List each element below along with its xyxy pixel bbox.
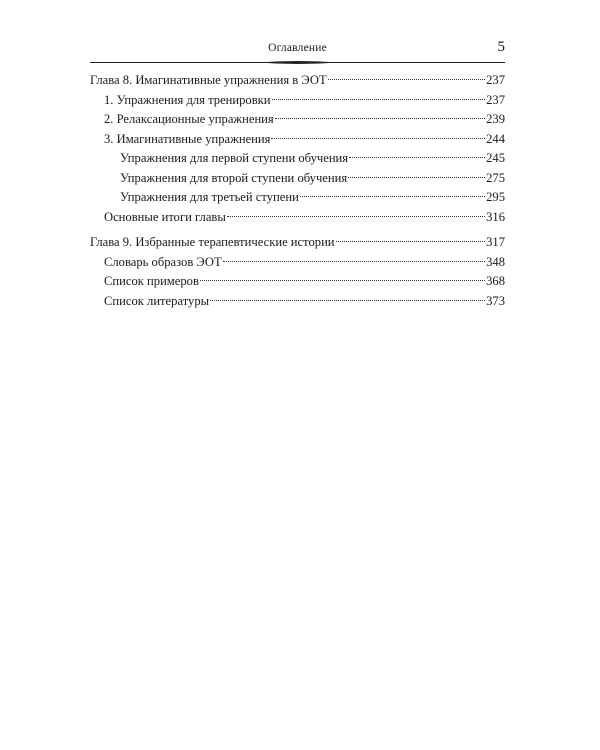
page-header [90, 38, 505, 62]
toc-entry-title: 3. Имагинативные упражнения [104, 131, 271, 146]
toc-entry-title: Упражнения для второй ступени обучения [120, 170, 348, 185]
toc-entry-chapter-8[interactable] [90, 71, 505, 91]
dot-leader [210, 300, 485, 301]
toc-entry-subsection[interactable] [90, 188, 505, 208]
toc-entry-page: 368 [486, 274, 505, 288]
dot-leader [328, 79, 485, 80]
dot-leader [275, 118, 485, 119]
toc-entry-title: Словарь образов ЭОТ [104, 254, 222, 269]
dot-leader [227, 216, 485, 217]
dot-leader [300, 196, 485, 197]
toc-entry-section[interactable] [90, 208, 505, 228]
toc-entry-page: 316 [486, 209, 505, 224]
toc-entry-page: 317 [486, 235, 505, 249]
toc-entry-title: Упражнения для первой ступени обучения [120, 151, 349, 165]
page-number: 5 [497, 39, 505, 55]
toc-entry-page: 348 [486, 254, 505, 269]
toc-entry-chapter-9[interactable] [90, 233, 505, 253]
toc-entry-title: Список примеров [104, 274, 199, 288]
dot-leader [272, 99, 486, 100]
toc-entry-page: 237 [486, 92, 505, 107]
dot-leader [336, 241, 486, 242]
table-of-contents [90, 71, 505, 311]
toc-entry-page: 275 [486, 170, 505, 185]
header-rule [90, 62, 505, 63]
toc-entry-section[interactable] [90, 292, 505, 312]
toc-entry-subsection[interactable] [90, 169, 505, 189]
toc-entry-title: 2. Релаксационные упражнения [104, 112, 274, 126]
toc-entry-title: Глава 8. Имагинативные упражнения в ЭОТ [90, 73, 327, 87]
toc-entry-page: 239 [486, 112, 505, 126]
toc-entry-section[interactable] [90, 110, 505, 130]
toc-entry-page: 244 [486, 131, 505, 146]
toc-entry-title: Основные итоги главы [104, 209, 226, 224]
toc-entry-page: 295 [486, 190, 505, 204]
toc-entry-subsection[interactable] [90, 149, 505, 169]
toc-entry-page: 237 [486, 73, 505, 87]
toc-entry-section[interactable] [90, 253, 505, 273]
toc-entry-title: Список литературы [104, 293, 210, 308]
dot-leader [349, 157, 485, 158]
toc-entry-page: 373 [486, 293, 505, 308]
toc-entry-page: 245 [486, 151, 505, 165]
toc-entry-title: Глава 9. Избранные терапевтические истории [90, 235, 335, 249]
dot-leader [223, 261, 485, 262]
dot-leader [348, 177, 485, 178]
rule-ornament-icon [258, 60, 338, 65]
running-title: Оглавление [268, 42, 327, 54]
toc-entry-section[interactable] [90, 272, 505, 292]
toc-entry-section[interactable] [90, 91, 505, 111]
dot-leader [200, 280, 485, 281]
toc-entry-title: Упражнения для третьей ступени [120, 190, 299, 204]
toc-entry-section[interactable] [90, 130, 505, 150]
toc-entry-title: 1. Упражнения для тренировки [104, 92, 271, 107]
dot-leader [271, 138, 485, 139]
